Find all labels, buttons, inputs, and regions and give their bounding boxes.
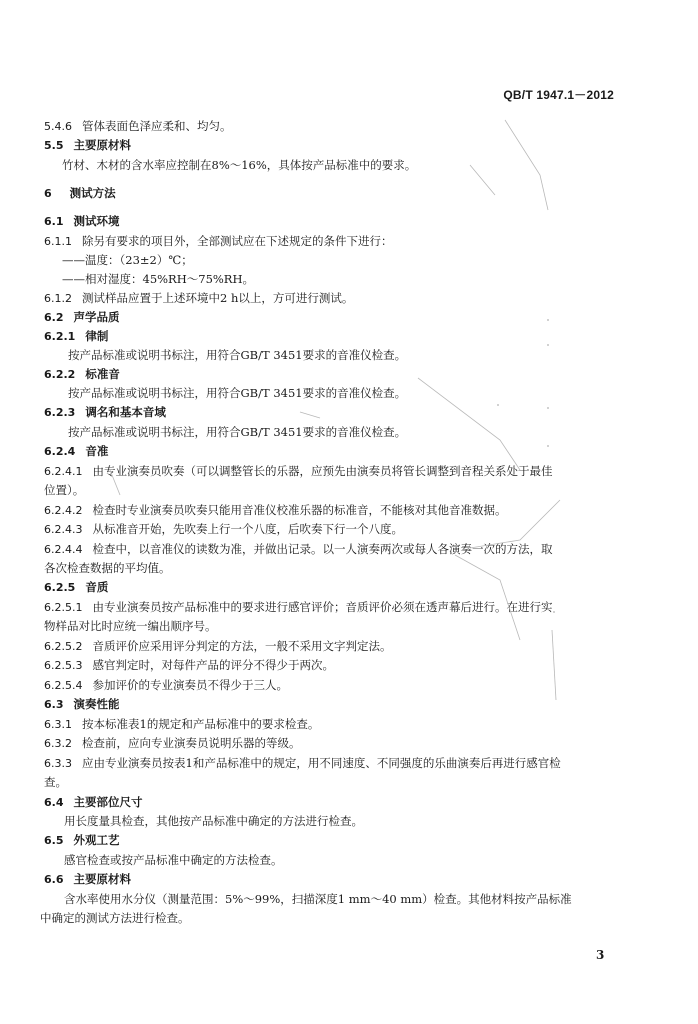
- paragraph-6-4: 用长度量具检查，其他按产品标准中确定的方法进行检查。: [64, 814, 363, 828]
- clause-6-2-5-1: 6.2.5.1 由专业演奏员按产品标准中的要求进行感官评价；音质评价必须在透声幕后进行。在进行实: [44, 600, 553, 614]
- clause-6-2-4-4-cont: 各次检查数据的平均值。: [44, 561, 171, 575]
- heading-6-5: 6.5 外观工艺: [44, 833, 120, 847]
- clause-6-2-4-4: 6.2.4.4 检查中，以音准仪的读数为准，并做出记录。以一人演奏两次或每人各演奏一次的方法，取: [44, 542, 553, 556]
- clause-6-2-5-3: 6.2.5.3 感官判定时，对每件产品的评分不得少于两次。: [44, 658, 334, 672]
- clause-6-1-2: 6.1.2 测试样品应置于上述环境中2 h以上，方可进行测试。: [44, 291, 354, 305]
- list-item-humidity: ——相对湿度：45%RH～75%RH。: [62, 272, 254, 286]
- clause-6-2-4-1-cont: 位置）。: [44, 483, 85, 497]
- heading-6-3: 6.3 演奏性能: [44, 697, 120, 711]
- heading-6-2-2: 6.2.2 标准音: [44, 367, 120, 381]
- page-number: 3: [596, 948, 605, 962]
- clause-6-3-3-cont: 查。: [44, 775, 67, 789]
- clause-5-4-6: 5.4.6 管体表面色泽应柔和、均匀。: [44, 119, 232, 133]
- clause-6-1-1: 6.1.1 除另有要求的项目外，全部测试应在下述规定的条件下进行：: [44, 234, 393, 248]
- paragraph-6-2-3: 按产品标准或说明书标注，用符合GB/T 3451要求的音准仪检查。: [68, 425, 407, 439]
- paragraph-6-6: 含水率使用水分仪（测量范围：5%～99%，扫描深度1 mm～40 mm）检查。其他材料按产品标准: [64, 892, 572, 906]
- heading-6-4: 6.4 主要部位尺寸: [44, 795, 143, 809]
- clause-6-3-3: 6.3.3 应由专业演奏员按表1和产品标准中的规定，用不同速度、不同强度的乐曲演奏后再进行感官检: [44, 756, 561, 770]
- clause-6-3-2: 6.3.2 检查前，应向专业演奏员说明乐器的等级。: [44, 736, 301, 750]
- heading-6-2-1: 6.2.1 律制: [44, 329, 109, 343]
- standard-code-header: QB/T 1947.1－2012: [503, 88, 614, 102]
- list-item-temperature: ——温度：（23±2）℃；: [62, 253, 193, 267]
- heading-6-2: 6.2 声学品质: [44, 310, 120, 324]
- clause-6-2-5-4: 6.2.5.4 参加评价的专业演奏员不得少于三人。: [44, 678, 288, 692]
- clause-6-2-5-2: 6.2.5.2 音质评价应采用评分判定的方法，一般不采用文字判定法。: [44, 639, 392, 653]
- paragraph-5-5: 竹材、木材的含水率应控制在8%～16%，具体按产品标准中的要求。: [62, 158, 417, 172]
- heading-5-5: 5.5 主要原材料: [44, 138, 131, 152]
- clause-6-2-4-1: 6.2.4.1 由专业演奏员吹奏（可以调整管长的乐器，应预先由演奏员将管长调整到音程关系处于最佳: [44, 464, 553, 478]
- heading-6-6: 6.6 主要原材料: [44, 872, 131, 886]
- paragraph-6-5: 感官检查或按产品标准中确定的方法检查。: [64, 853, 283, 867]
- heading-6-2-3: 6.2.3 调名和基本音域: [44, 405, 166, 419]
- heading-6: 6 测试方法: [44, 186, 116, 200]
- paragraph-6-2-1: 按产品标准或说明书标注，用符合GB/T 3451要求的音准仪检查。: [68, 348, 407, 362]
- clause-6-2-4-3: 6.2.4.3 从标准音开始，先吹奏上行一个八度，后吹奏下行一个八度。: [44, 522, 403, 536]
- clause-6-2-5-1-cont: 物样品对比时应统一编出顺序号。: [44, 619, 217, 633]
- clause-6-3-1: 6.3.1 按本标准表1的规定和产品标准中的要求检查。: [44, 717, 320, 731]
- heading-6-2-4: 6.2.4 音准: [44, 444, 109, 458]
- heading-6-2-5: 6.2.5 音质: [44, 580, 109, 594]
- heading-6-1: 6.1 测试环境: [44, 214, 120, 228]
- paragraph-6-2-2: 按产品标准或说明书标注，用符合GB/T 3451要求的音准仪检查。: [68, 386, 407, 400]
- clause-6-2-4-2: 6.2.4.2 检查时专业演奏员吹奏只能用音准仪校准乐器的标准音，不能核对其他音准数据。: [44, 503, 507, 517]
- paragraph-6-6-cont: 中确定的测试方法进行检查。: [40, 911, 190, 925]
